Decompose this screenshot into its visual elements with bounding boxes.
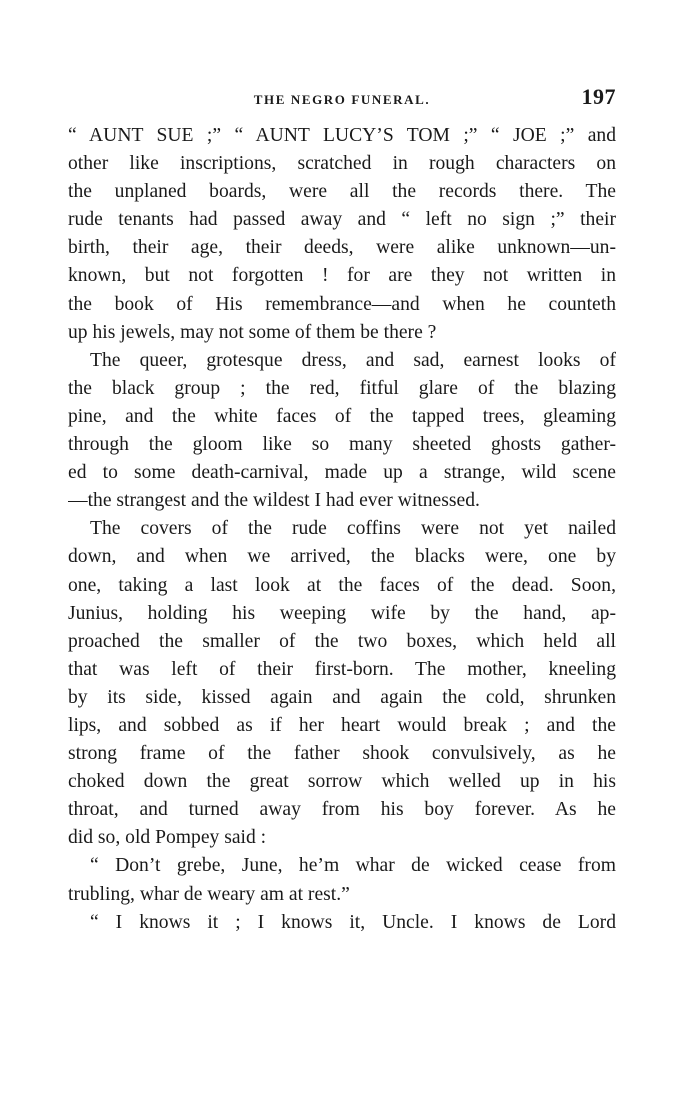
text-line: The queer, grotesque dress, and sad, earnest looks of (90, 349, 616, 371)
text-line: one, taking a last look at the faces of the dead. Soon, (68, 574, 616, 596)
text-line: did so, old Pompey said : (68, 827, 267, 849)
text-line: rude tenants had passed away and “ left no sign ;” their (68, 209, 616, 231)
text-line: strong frame of the father shook convulsively, as he (68, 743, 616, 765)
text-line: choked down the great sorrow which welled up in his (68, 771, 616, 793)
text-line: that was left of their first-born. The mother, kneeling (68, 658, 616, 680)
text-line: throat, and turned away from his boy forever. As he (68, 799, 616, 821)
text-line: “ Don’t grebe, June, he’m whar de wicked cease from (90, 855, 616, 877)
page-header (68, 84, 616, 122)
page-number: 197 (581, 84, 616, 109)
text-line: through the gloom like so many sheeted ghosts gather- (68, 434, 616, 456)
body-text (68, 122, 616, 937)
text-line: proached the smaller of the two boxes, which held all (68, 630, 616, 652)
text-line: down, and when we arrived, the blacks were, one by (68, 546, 616, 568)
text-line: The covers of the rude coffins were not yet nailed (90, 518, 616, 540)
text-line: “ AUNT SUE ;” “ AUNT LUCY’S TOM ;” “ JOE ;” and (68, 125, 616, 146)
text-line: the black group ; the red, fitful glare of the blazing (68, 377, 616, 399)
book-page (68, 84, 616, 937)
text-line: pine, and the white faces of the tapped trees, gleaming (68, 405, 616, 427)
text-line: “ I knows it ; I knows it, Uncle. I knows de Lord (90, 911, 616, 933)
text-line: by its side, kissed again and again the cold, shrunken (68, 686, 616, 708)
text-line: Junius, holding his weeping wife by the hand, ap- (68, 602, 616, 624)
text-line: up his jewels, may not some of them be there ? (68, 321, 437, 343)
text-line: birth, their age, their deeds, were alike unknown—un- (68, 237, 616, 259)
running-head: THE NEGRO FUNERAL. (253, 92, 431, 107)
text-line: —the strangest and the wildest I had ever witnessed. (68, 490, 480, 512)
text-line: the book of His remembrance—and when he counteth (68, 293, 616, 315)
text-line: other like inscriptions, scratched in rough characters on (68, 153, 616, 175)
text-line: the unplaned boards, were all the records there. The (68, 181, 616, 203)
text-line: ed to some death-carnival, made up a strange, wild scene (68, 462, 616, 484)
text-line: lips, and sobbed as if her heart would break ; and the (68, 714, 616, 736)
text-line: known, but not forgotten ! for are they not written in (68, 265, 616, 287)
text-line: trubling, whar de weary am at rest.” (68, 883, 350, 905)
